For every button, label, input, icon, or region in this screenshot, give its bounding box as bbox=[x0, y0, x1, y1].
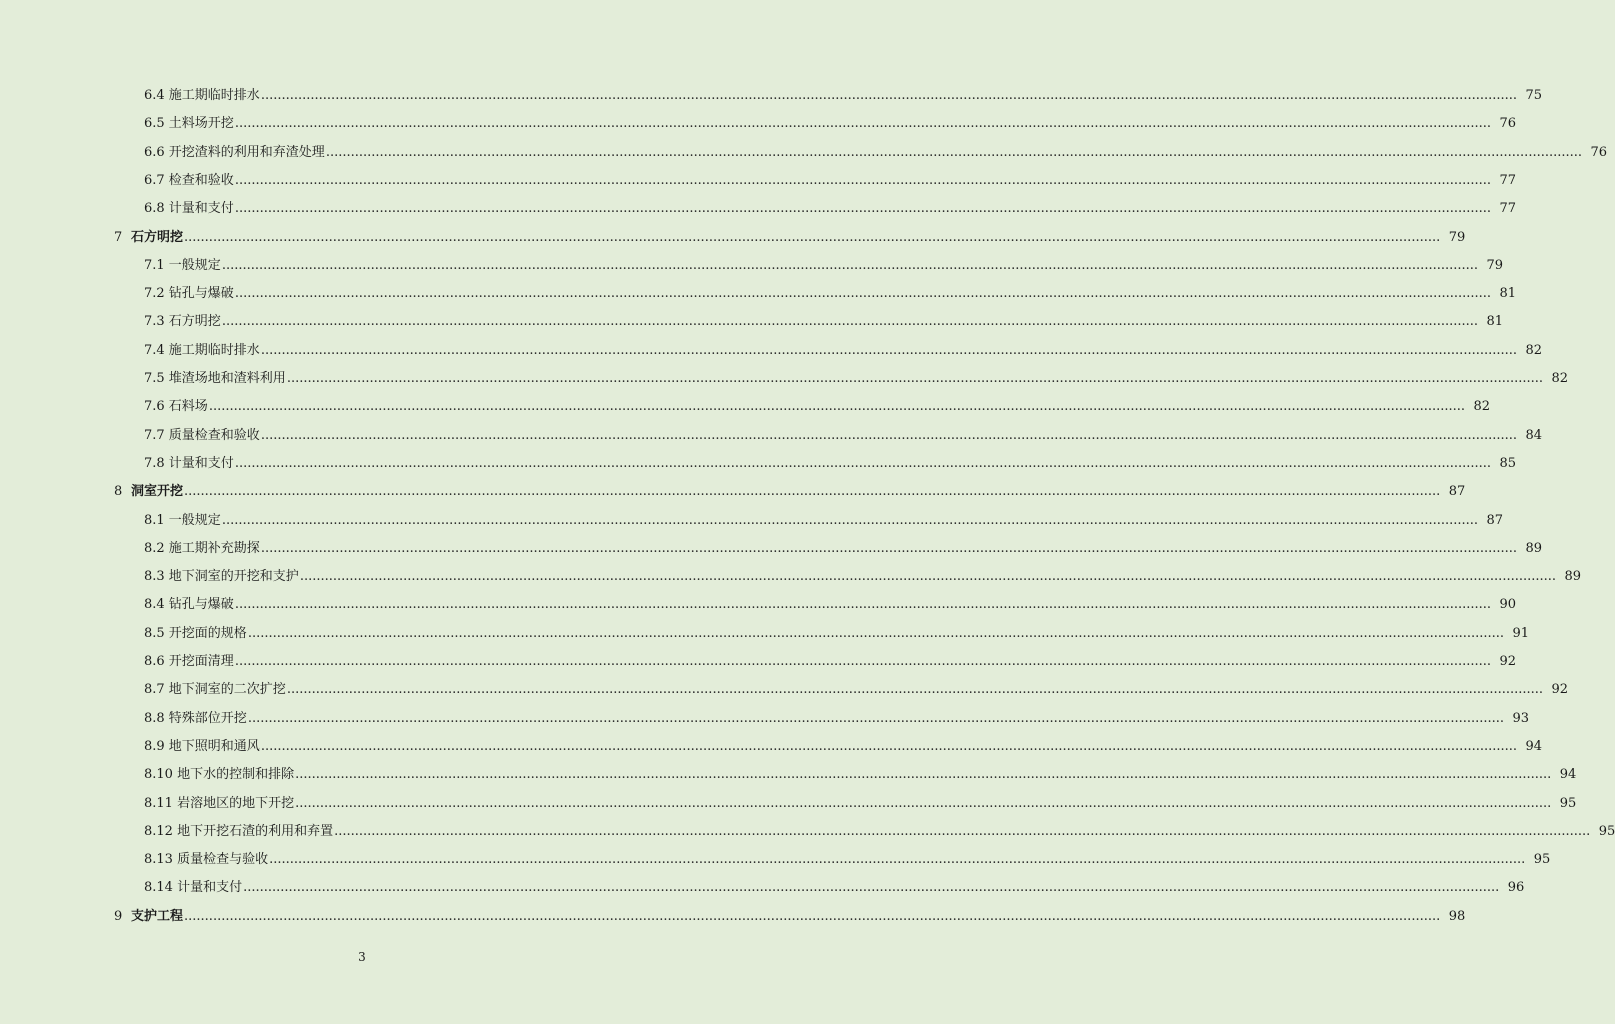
toc-chapter-number: 9 bbox=[114, 908, 123, 924]
toc-entry-title: 7.2 钻孔与爆破 bbox=[144, 286, 234, 302]
dot-leader bbox=[235, 284, 1491, 304]
toc-page-number: 95 bbox=[1598, 823, 1615, 839]
toc-entry-title: 7.8 计量和支付 bbox=[144, 455, 234, 471]
toc-section-entry[interactable] bbox=[0, 539, 1543, 559]
dot-leader bbox=[235, 199, 1491, 219]
toc-section-entry[interactable] bbox=[0, 454, 1517, 474]
toc-entry-title: 7.3 石方明挖 bbox=[144, 314, 221, 330]
toc-section-entry[interactable] bbox=[0, 595, 1517, 615]
toc-entry-title: 7.6 石料场 bbox=[144, 399, 208, 415]
toc-section-entry[interactable] bbox=[0, 312, 1504, 332]
toc-section-entry[interactable] bbox=[0, 143, 1608, 163]
toc-page-number: 79 bbox=[1486, 257, 1504, 273]
toc-page-number: 94 bbox=[1559, 767, 1577, 783]
toc-entry-title bbox=[114, 907, 183, 927]
toc-section-entry[interactable] bbox=[0, 567, 1582, 587]
toc-entry-title: 8.14 计量和支付 bbox=[144, 880, 243, 896]
toc-section-entry[interactable] bbox=[0, 794, 1577, 814]
toc-chapter-title: 石方明挖 bbox=[131, 229, 184, 245]
toc-entry-title: 8.3 地下洞室的开挖和支护 bbox=[144, 569, 299, 585]
page-number: 3 bbox=[358, 950, 366, 964]
toc-page-number: 76 bbox=[1590, 144, 1608, 160]
toc-entry-title: 6.7 检查和验收 bbox=[144, 172, 234, 188]
toc-chapter-entry[interactable] bbox=[0, 482, 1466, 502]
toc-page-number: 85 bbox=[1499, 455, 1517, 471]
toc-page-number: 82 bbox=[1551, 371, 1569, 386]
toc-page-number: 96 bbox=[1507, 880, 1525, 896]
toc-page-number: 92 bbox=[1499, 654, 1517, 669]
toc-entry-title: 8.11 岩溶地区的地下开挖 bbox=[144, 795, 295, 811]
toc-section-entry[interactable] bbox=[0, 426, 1543, 446]
toc-section-entry[interactable] bbox=[0, 709, 1530, 729]
toc-entry-title: 8.4 钻孔与爆破 bbox=[144, 597, 234, 613]
toc-entry-title: 6.6 开挖渣料的利用和弃渣处理 bbox=[144, 144, 325, 160]
toc-entry-title: 8.10 地下水的控制和排除 bbox=[144, 767, 295, 783]
dot-leader bbox=[235, 454, 1491, 474]
dot-leader bbox=[326, 143, 1582, 163]
dot-leader bbox=[235, 652, 1491, 672]
toc-section-entry[interactable] bbox=[0, 397, 1491, 417]
toc-entry-title: 7.7 质量检查和验收 bbox=[144, 427, 260, 443]
toc-entry-title: 6.4 施工期临时排水 bbox=[144, 88, 260, 103]
toc-section-entry[interactable] bbox=[0, 199, 1517, 219]
dot-leader bbox=[235, 114, 1491, 134]
toc-entry-title: 8.8 特殊部位开挖 bbox=[144, 710, 247, 726]
toc-entry-title bbox=[114, 228, 183, 248]
toc-section-entry[interactable] bbox=[0, 822, 1615, 842]
toc-page-number: 77 bbox=[1499, 172, 1517, 188]
dot-leader bbox=[222, 312, 1478, 332]
toc-page-number: 92 bbox=[1551, 682, 1569, 698]
dot-leader bbox=[287, 680, 1543, 700]
toc-entry-title: 8.1 一般规定 bbox=[144, 512, 221, 528]
dot-leader bbox=[295, 794, 1551, 814]
toc-entry-title: 8.9 地下照明和通风 bbox=[144, 738, 260, 754]
dot-leader bbox=[248, 709, 1504, 729]
dot-leader bbox=[261, 341, 1517, 361]
dot-leader bbox=[222, 256, 1478, 276]
toc-section-entry[interactable] bbox=[0, 878, 1525, 898]
toc-page-number: 79 bbox=[1448, 229, 1466, 245]
dot-leader bbox=[184, 482, 1440, 502]
toc-section-entry[interactable] bbox=[0, 369, 1569, 389]
toc-section-entry[interactable] bbox=[0, 765, 1577, 785]
toc-entry-title: 8.6 开挖面清理 bbox=[144, 654, 234, 669]
dot-leader bbox=[184, 907, 1440, 927]
toc-section-entry[interactable] bbox=[0, 511, 1504, 531]
toc-section-entry[interactable] bbox=[0, 171, 1517, 191]
toc-page-number: 95 bbox=[1559, 795, 1577, 811]
dot-leader bbox=[235, 595, 1491, 615]
dot-leader bbox=[261, 737, 1517, 757]
toc-entry-title: 7.5 堆渣场地和渣料利用 bbox=[144, 371, 286, 386]
toc-entry-title: 6.8 计量和支付 bbox=[144, 201, 234, 217]
toc-section-entry[interactable] bbox=[0, 86, 1543, 106]
toc-page-number: 81 bbox=[1486, 314, 1504, 330]
toc-entry-title: 8.5 开挖面的规格 bbox=[144, 625, 247, 641]
toc-section-entry[interactable] bbox=[0, 256, 1504, 276]
dot-leader bbox=[261, 426, 1517, 446]
toc-entry-title: 7.1 一般规定 bbox=[144, 257, 221, 273]
dot-leader bbox=[261, 539, 1517, 559]
toc-section-entry[interactable] bbox=[0, 652, 1517, 672]
toc-section-entry[interactable] bbox=[0, 737, 1543, 757]
toc-entry-title: 8.13 质量检查与验收 bbox=[144, 852, 269, 868]
dot-leader bbox=[295, 765, 1551, 785]
toc-section-entry[interactable] bbox=[0, 624, 1530, 644]
toc-page-number: 75 bbox=[1525, 88, 1543, 103]
toc-page-number: 87 bbox=[1448, 484, 1466, 500]
dot-leader bbox=[184, 228, 1440, 248]
toc-section-entry[interactable] bbox=[0, 680, 1569, 700]
toc-page-number: 91 bbox=[1512, 625, 1530, 641]
toc-page-number: 95 bbox=[1533, 852, 1551, 868]
dot-leader bbox=[209, 397, 1465, 417]
toc-entry-title bbox=[114, 482, 183, 502]
toc-page-number: 76 bbox=[1499, 116, 1517, 132]
toc-section-entry[interactable] bbox=[0, 114, 1517, 134]
toc-page-number: 84 bbox=[1525, 427, 1543, 443]
toc-entry-title: 6.5 土料场开挖 bbox=[144, 116, 234, 132]
toc-chapter-number: 7 bbox=[114, 229, 123, 245]
dot-leader bbox=[222, 511, 1478, 531]
dot-leader bbox=[287, 369, 1543, 389]
dot-leader bbox=[334, 822, 1590, 842]
toc-section-entry[interactable] bbox=[0, 850, 1551, 870]
toc-page-number: 81 bbox=[1499, 286, 1517, 302]
toc-entry-title: 7.4 施工期临时排水 bbox=[144, 342, 260, 358]
toc-chapter-title: 支护工程 bbox=[131, 908, 184, 924]
toc-page-number: 98 bbox=[1448, 908, 1466, 924]
toc-entry-title: 8.12 地下开挖石渣的利用和弃置 bbox=[144, 823, 334, 839]
dot-leader bbox=[248, 624, 1504, 644]
dot-leader bbox=[269, 850, 1525, 870]
dot-leader bbox=[300, 567, 1556, 587]
toc-page-number: 89 bbox=[1564, 569, 1582, 585]
toc-page-number: 87 bbox=[1486, 512, 1504, 528]
toc-page-number: 93 bbox=[1512, 710, 1530, 726]
toc-page-number: 94 bbox=[1525, 738, 1543, 754]
toc-page-number: 90 bbox=[1499, 597, 1517, 613]
toc-chapter-entry[interactable] bbox=[0, 228, 1466, 248]
toc-chapter-title: 洞室开挖 bbox=[131, 484, 184, 500]
toc-section-entry[interactable] bbox=[0, 284, 1517, 304]
toc-section-entry[interactable] bbox=[0, 341, 1543, 361]
toc-page-number: 77 bbox=[1499, 201, 1517, 217]
toc-chapter-entry[interactable] bbox=[0, 907, 1466, 927]
toc-entry-title: 8.2 施工期补充勘探 bbox=[144, 540, 260, 556]
toc-entry-title: 8.7 地下洞室的二次扩挖 bbox=[144, 682, 286, 698]
dot-leader bbox=[235, 171, 1491, 191]
dot-leader bbox=[261, 86, 1517, 106]
toc-page-number: 82 bbox=[1473, 399, 1491, 415]
toc-page-number: 82 bbox=[1525, 342, 1543, 358]
toc-chapter-number: 8 bbox=[114, 484, 123, 500]
toc-page-number: 89 bbox=[1525, 540, 1543, 556]
dot-leader bbox=[243, 878, 1499, 898]
